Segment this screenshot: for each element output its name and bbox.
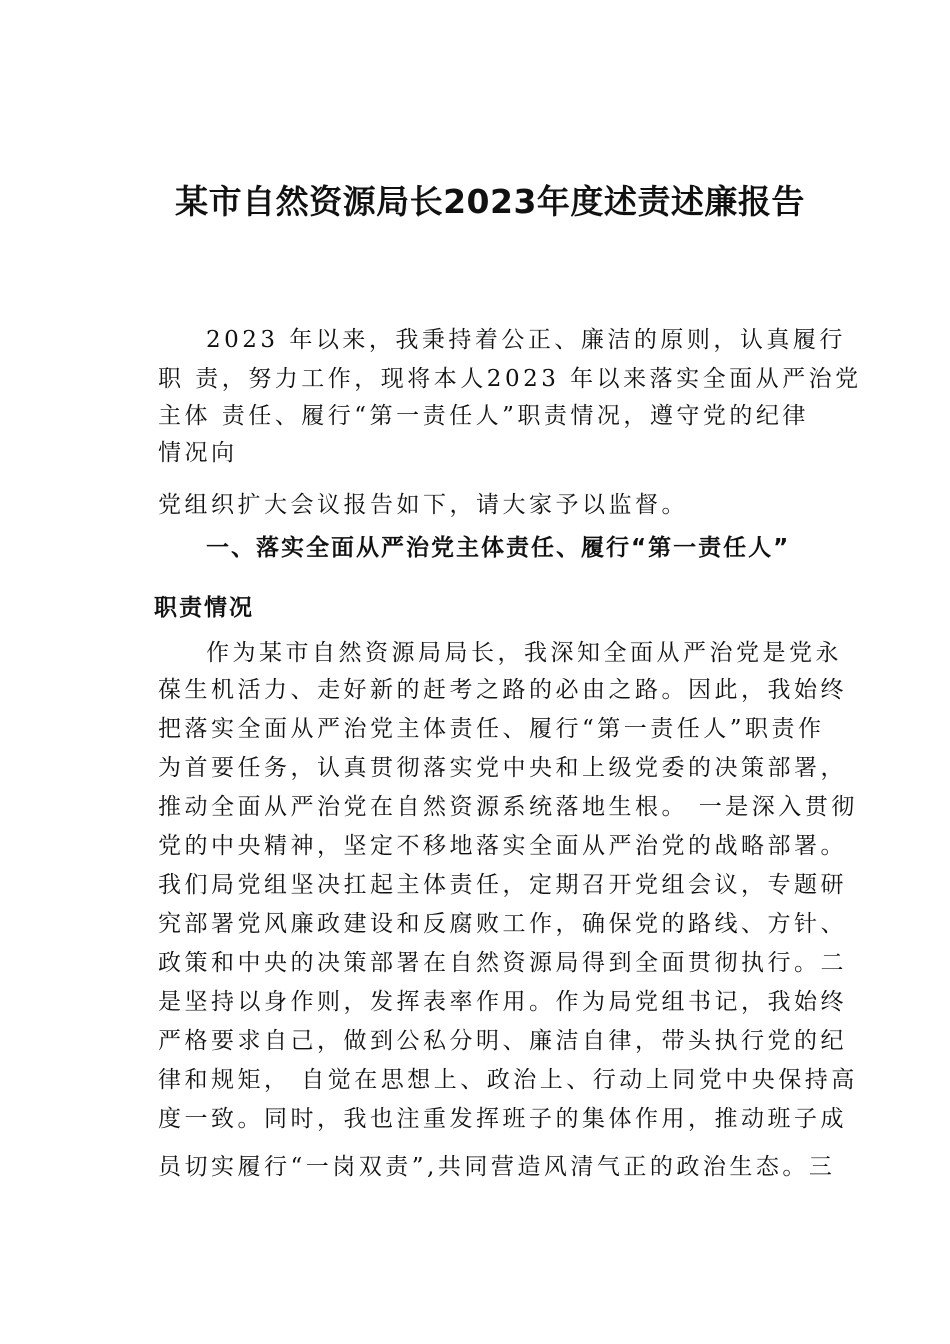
body-line-4: 为首要任务，认真贯彻落实党中央和上级党委的决策部署， [158, 755, 847, 781]
body-line-13: 度一致。同时，我也注重发挥班子的集体作用，推动班子成 [158, 1106, 847, 1132]
section-heading-line-2: 职责情况 [154, 595, 254, 621]
body-line-9: 政策和中央的决策部署在自然资源局得到全面贯彻执行。二 [158, 950, 847, 976]
body-line-3: 把落实全面从严治党主体责任、履行“第一责任人”职责作 [158, 716, 825, 742]
body-line-10: 是坚持以身作则，发挥表率作用。作为局党组书记，我始终 [158, 989, 847, 1015]
body-line-5: 推动全面从严治党在自然资源系统落地生根。 一是深入贯彻 [158, 794, 858, 820]
body-line-6: 党的中央精神，坚定不移地落实全面从严治党的战略部署。 [158, 833, 847, 859]
intro-line-4: 情况向 [158, 440, 238, 466]
body-line-1: 作为某市自然资源局局长，我深知全面从严治党是党永 [206, 640, 842, 666]
document-title: 某市自然资源局长2023年度述责述廉报告 [175, 182, 805, 221]
intro-line-1: 2023 年以来，我秉持着公正、廉洁的原则，认真履行 [206, 327, 846, 353]
section-heading-line-1: 一、落实全面从严治党主体责任、履行“第一责任人” [206, 535, 791, 561]
intro-line-5: 党组织扩大会议报告如下，请大家予以监督。 [158, 492, 688, 518]
intro-line-2: 职 责，努力工作，现将本人2023 年以来落实全面从严治党 [158, 366, 862, 392]
body-line-14: 员切实履行“一岗双责”,共同营造风清气正的政治生态。三 [158, 1154, 836, 1180]
body-line-12: 律和规矩， 自觉在思想上、政治上、行动上同党中央保持高 [158, 1067, 858, 1093]
body-line-7: 我们局党组坚决扛起主体责任，定期召开党组会议，专题研 [158, 872, 847, 898]
body-line-11: 严格要求自己，做到公私分明、廉洁自律，带头执行党的纪 [158, 1028, 847, 1054]
body-line-8: 究部署党风廉政建设和反腐败工作，确保党的路线、方针、 [158, 911, 847, 937]
intro-line-3: 主体 责任、履行“第一责任人”职责情况，遵守党的纪律 [158, 403, 809, 429]
body-line-2: 葆生机活力、走好新的赶考之路的必由之路。因此，我始终 [158, 677, 847, 703]
